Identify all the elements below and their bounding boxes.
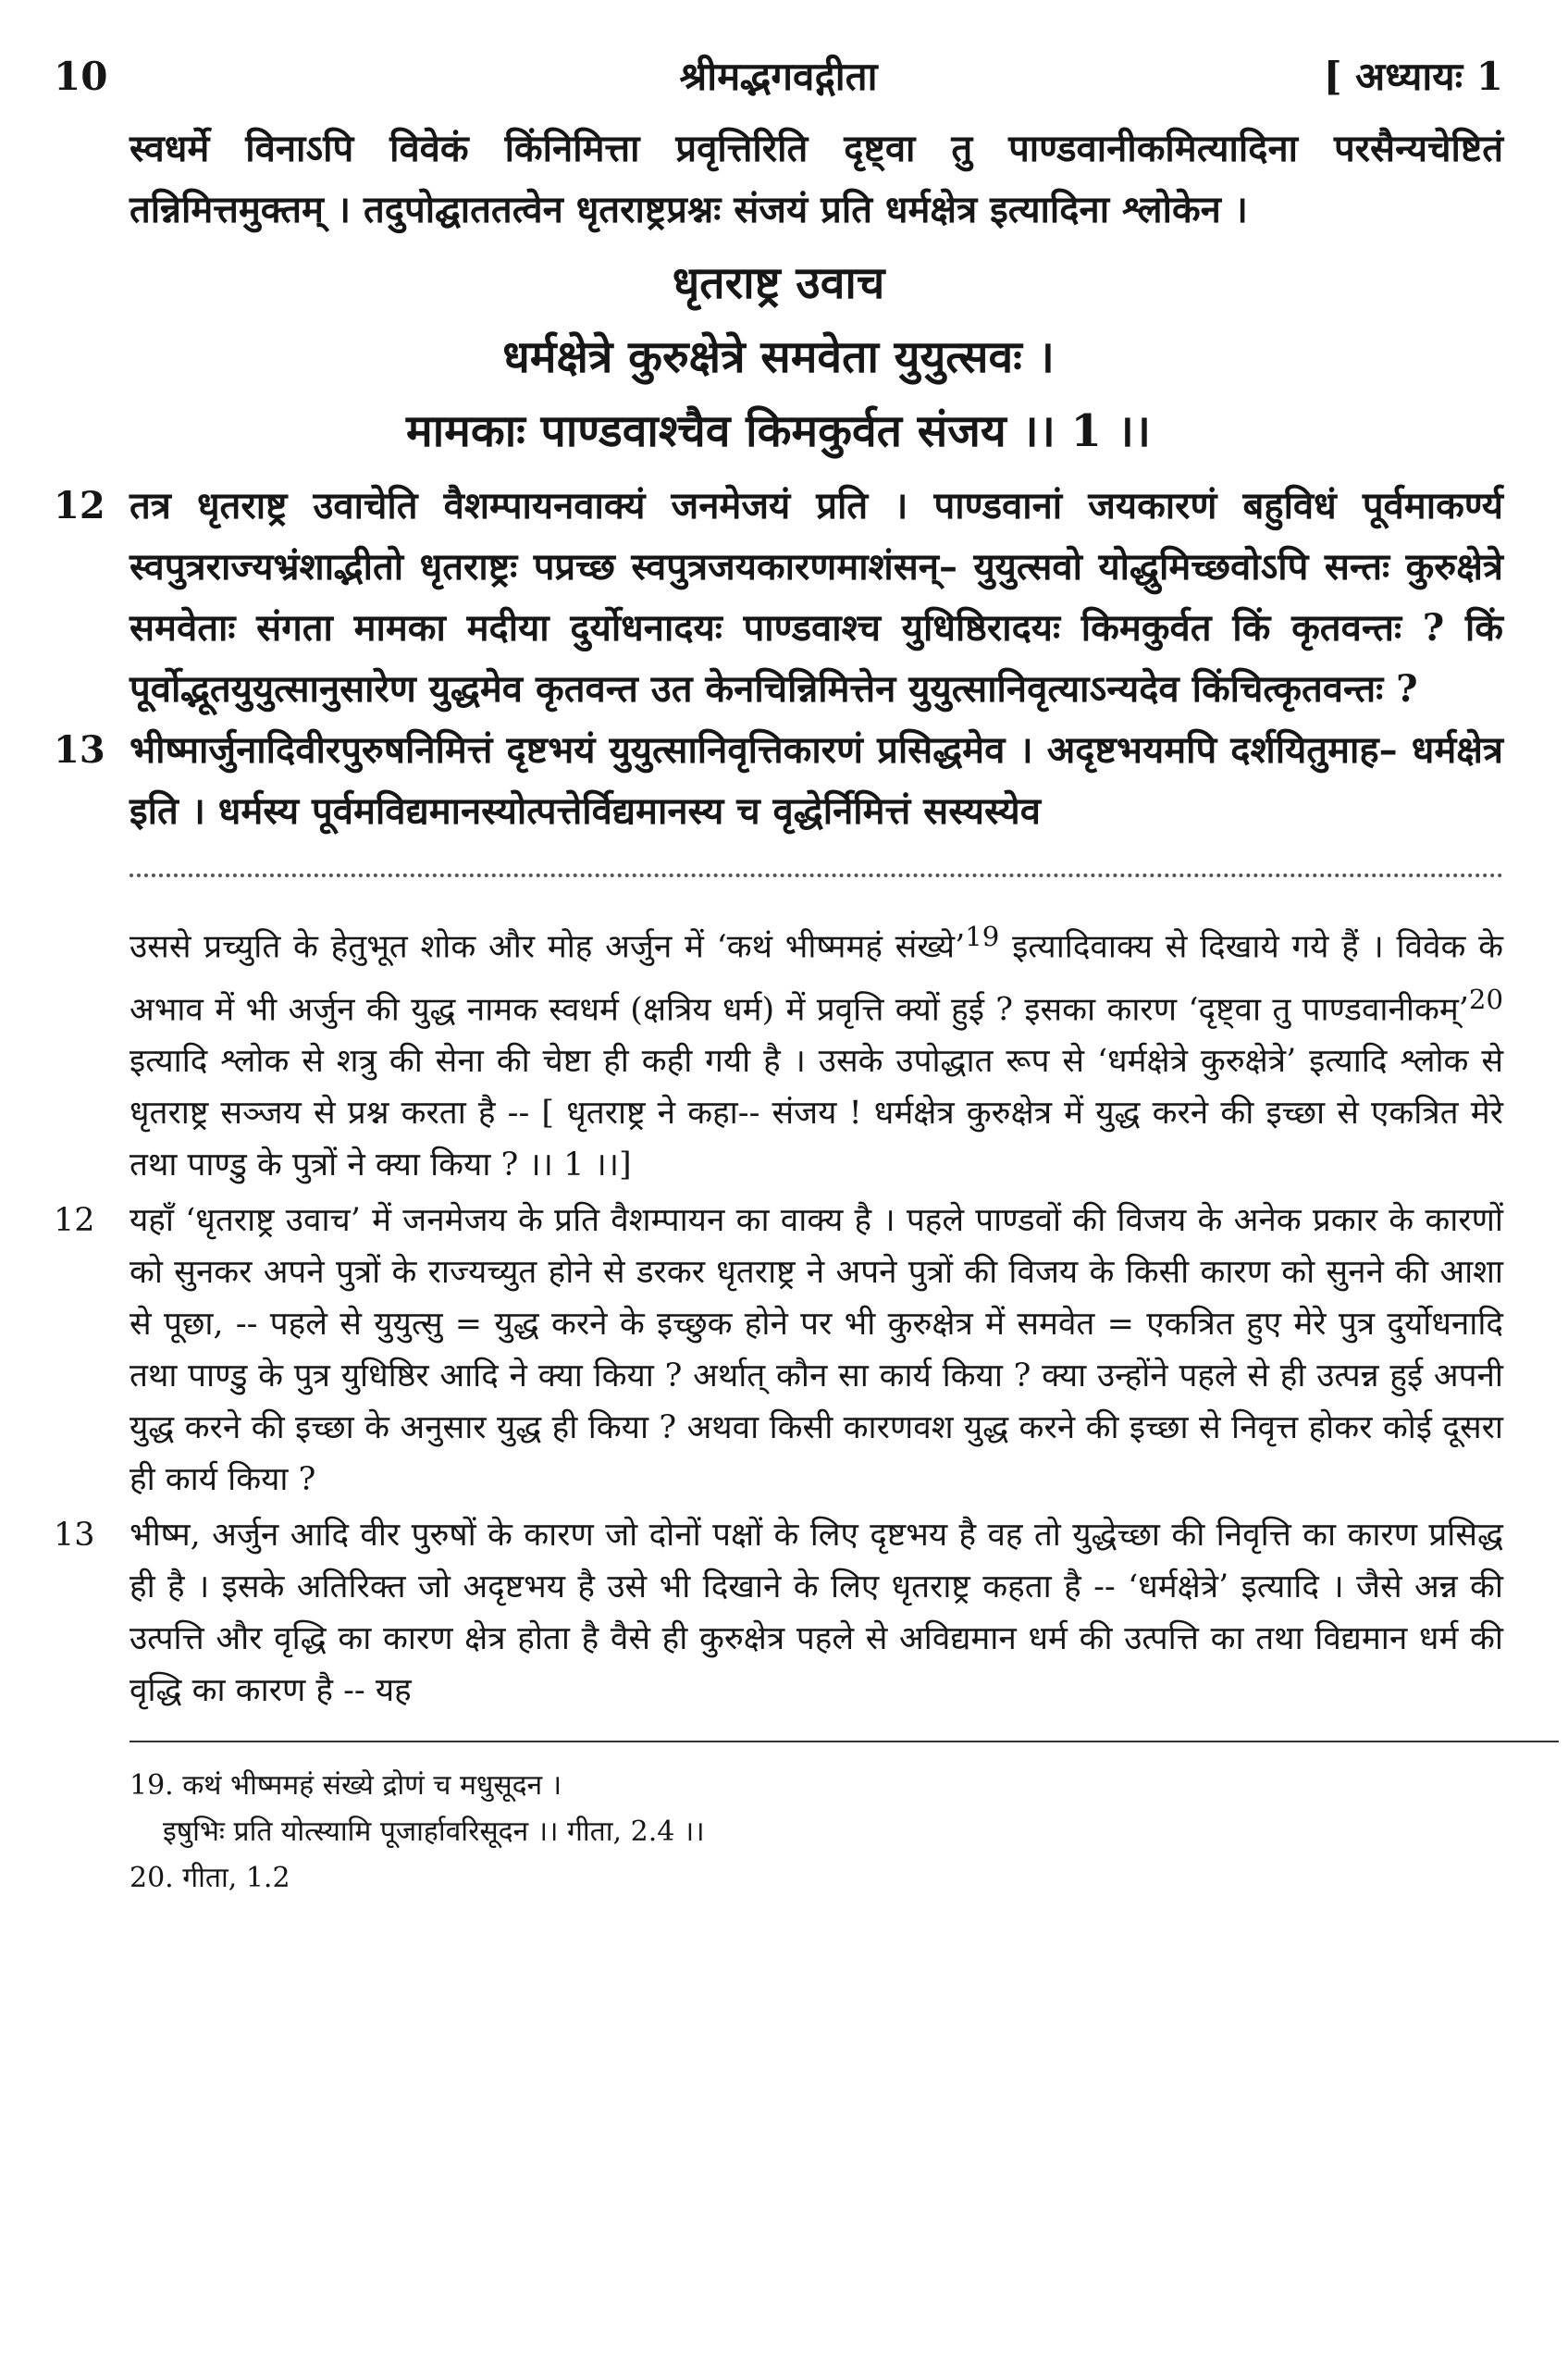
footnote-20: 20. गीता, 1.2 xyxy=(130,1862,290,1895)
paragraph-number: 13 xyxy=(54,728,105,772)
hindi-paragraph-12 xyxy=(54,1195,1503,1506)
book-title: श्रीमद्भगवद्गीता xyxy=(679,54,878,99)
footnotes xyxy=(54,1763,1503,1902)
sanskrit-paragraph-12 xyxy=(54,476,1503,720)
verse-line-1: धर्मक्षेत्रे कुरुक्षेत्रे समवेता युयुत्सवः । xyxy=(502,331,1055,383)
footnote-19-line-2: इषुभिः प्रति योत्स्यामि पूजार्हावरिसूदन ।। गीता, 2.4 ।। xyxy=(163,1816,705,1849)
sanskrit-paragraph-13 xyxy=(54,720,1503,842)
footnote-ref-19: 19 xyxy=(965,921,1000,952)
sanskrit-commentary xyxy=(54,118,1503,842)
verse-block xyxy=(54,246,1503,468)
page-number: 10 xyxy=(54,54,108,99)
verse-line-2: मामकाः पाण्डवाश्चैव किमकुर्वत संजय ।। 1 ।। xyxy=(406,405,1151,457)
paragraph-text: यहाँ ‘धृतराष्ट्र उवाच’ में जनमेजय के प्रति वैशम्पायन का वाक्य है । पहले पाण्डवों की विजय के अनेक प्रकार के कारणों को सुनकर अपने पुत्रों के राज्यच्युत होने से डरकर धृतराष्ट्र ने अपने पुत्रों की विजय के किसी कारण को सुनने की आशा से पूछा, -- पहले से युयुत्सु = युद्ध करने के इच्छुक होने पर भी कुरुक्षेत्र में समवेत = एकत्रित हुए मेरे पुत्र दुर्योधनादि तथा पाण्डु के पुत्र युधिष्ठिर आदि ने क्या किया ? अर्थात् कौन सा कार्य किया ? क्या उन्होंने पहले से ही उत्पन्न हुई अपनी युद्ध करने की इच्छा के अनुसार युद्ध ही किया ? अथवा किसी कारणवश युद्ध करने की इच्छा से निवृत्त होकर कोई दूसरा ही कार्य किया ? xyxy=(130,1202,1503,1499)
hindi-paragraph-13 xyxy=(54,1509,1503,1717)
paragraph-number: 13 xyxy=(54,1517,95,1555)
paragraph-text: भीष्म, अर्जुन आदि वीर पुरुषों के कारण जो दोनों पक्षों के लिए दृष्टभय है वह तो युद्धेच्छा की निवृत्ति का कारण प्रसिद्ध ही है । इसके अतिरिक्त जो अदृष्टभय है उसे भी दिखाने के लिए धृतराष्ट्र कहता है -- ‘धर्मक्षेत्रे’ इत्यादि । जैसे अन्न की उत्पत्ति और वृद्धि का कारण क्षेत्र होता है वैसे ही कुरुक्षेत्र पहले से अविद्यमान धर्म की उत्पत्ति का तथा विद्यमान धर्म की वृद्धि का कारण है -- यह xyxy=(130,1517,1503,1710)
paragraph-text: भीष्मार्जुनादिवीरपुरुषनिमित्तं दृष्टभयं युयुत्सानिवृत्तिकारणं प्रसिद्धमेव । अदृष्टभयमपि दर्शयितुमाह– धर्मक्षेत्र इति । धर्मस्य पूर्वमविद्यमानस्योत्पत्तेर्विद्यमानस्य च वृद्धेर्निमित्तं सस्यस्येव xyxy=(130,728,1503,833)
verse-speaker: धृतराष्ट्र उवाच xyxy=(672,257,885,309)
sanskrit-intro: स्वधर्मे विनाऽपि विवेकं किंनिमित्ता प्रवृत्तिरिति दृष्ट्वा तु पाण्डवानीकमित्यादिना परसैन्यचेष्टितं तन्निमित्तमुक्तम् । तदुपोद्घाततत्वेन धृतराष्ट्रप्रश्नः संजयं प्रति धर्मक्षेत्र इत्यादिना श्लोकेन । xyxy=(130,127,1503,231)
footnote-ref-20: 20 xyxy=(1468,983,1503,1015)
paragraph-number: 12 xyxy=(54,1202,95,1240)
chapter-label: [ अध्यायः 1 xyxy=(1323,54,1503,99)
intro-text-1: उससे प्रच्युति के हेतुभूत शोक और मोह अर्जुन में ‘कथं भीष्ममहं संख्ये’ xyxy=(130,928,966,966)
hindi-intro xyxy=(54,911,1503,1191)
footnote-separator xyxy=(130,1741,1559,1742)
section-divider-dotted xyxy=(130,874,1503,877)
intro-text-3: इत्यादि श्लोक से शत्रु की सेना की चेष्टा ही कही गयी है । उसके उपोद्धात रूप से ‘धर्मक्षेत्रे कुरुक्षेत्रे’ इत्यादि श्लोक से धृतराष्ट्र सञ्जय से प्रश्न करता है -- [ धृतराष्ट्र ने कहा-- संजय ! धर्मक्षेत्र कुरुक्षेत्र में युद्ध करने की इच्छा से एकत्रित मेरे तथा पाण्डु के पुत्रों ने क्या किया ? ।। 1 ।।] xyxy=(130,1043,1503,1184)
paragraph-text: तत्र धृतराष्ट्र उवाचेति वैशम्पायनवाक्यं जनमेजयं प्रति । पाण्डवानां जयकारणं बहुविधं पूर्वमाकर्ण्य स्वपुत्रराज्यभ्रंशाद्भीतो धृतराष्ट्रः पप्रच्छ स्वपुत्रजयकारणमाशंसन्– युयुत्सवो योद्धुमिच्छवोऽपि सन्तः कुरुक्षेत्रे समवेताः संगता मामका मदीया दुर्योधनादयः पाण्डवाश्च युधिष्ठिरादयः किमकुर्वत किं कृतवन्तः ? किं पूर्वोद्भूतयुयुत्सानुसारेण युद्धमेव कृतवन्त उत केनचिन्निमित्तेन युयुत्सानिवृत्याऽन्यदेव किंचित्कृतवन्तः ? xyxy=(130,484,1503,711)
hindi-translation xyxy=(54,911,1503,1717)
intro-text-2: इत्यादिवाक्य से दिखाये गये हैं । विवेक के अभाव में भी अर्जुन की युद्ध नामक स्वधर्म (क्षत्रिय धर्म) में प्रवृत्ति क्यों हुई ? इसका कारण ‘दृष्ट्वा तु पाण्डवानीकम्’ xyxy=(130,928,1504,1029)
running-header xyxy=(54,44,1503,109)
footnote-19-line-1: 19. कथं भीष्ममहं संख्ये द्रोणं च मधुसूदन । xyxy=(130,1769,562,1803)
paragraph-number: 12 xyxy=(54,484,105,527)
